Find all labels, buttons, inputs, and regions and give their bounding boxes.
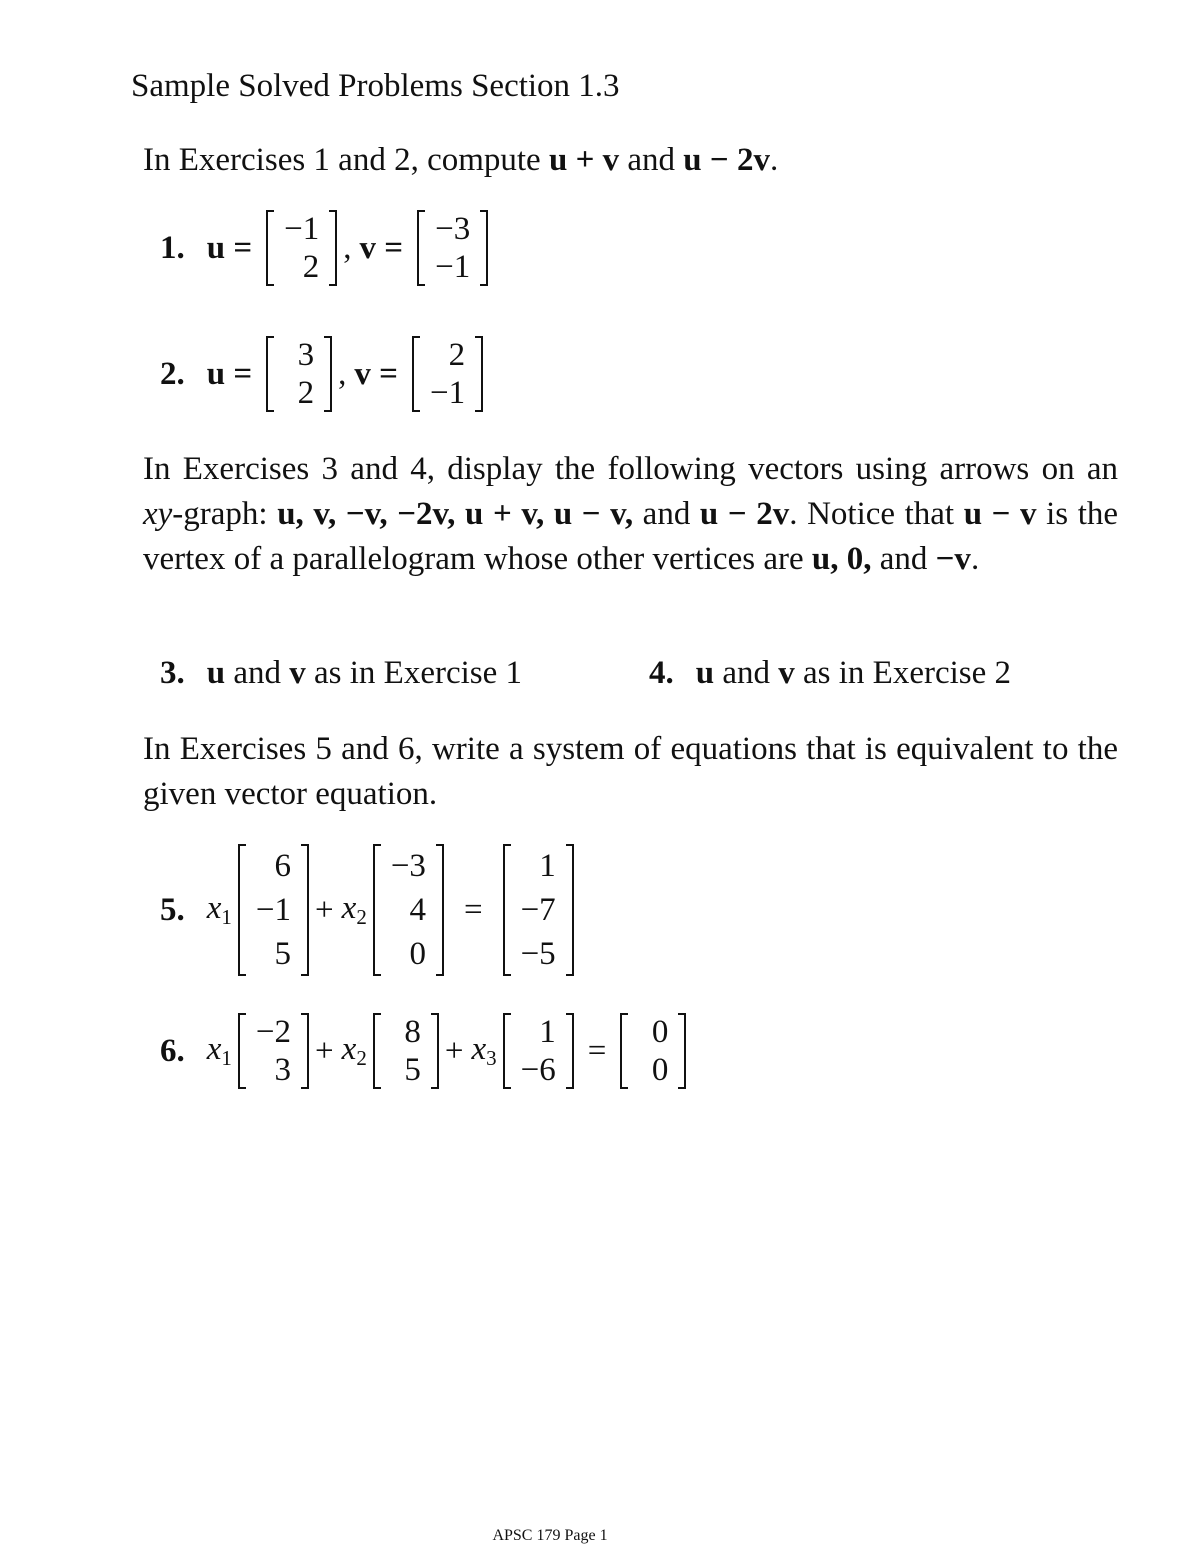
- exercise-text: as in Exercise 2: [794, 655, 1012, 691]
- matrix-cell: 0: [651, 1052, 669, 1088]
- matrix-cell: 1: [539, 1014, 556, 1050]
- matrix-cell: 3: [274, 1052, 292, 1088]
- matrix-cell: 2: [302, 249, 320, 285]
- xy-label: xy: [143, 496, 173, 532]
- matrix-cell: −1: [284, 211, 320, 247]
- page-title: Sample Solved Problems Section 1.3: [131, 68, 620, 104]
- matrix-cell: 2: [297, 375, 315, 411]
- coefficient-matrix-3: [501, 1013, 576, 1089]
- instruction-text: -graph:: [172, 496, 278, 532]
- matrix-cell: 3: [297, 337, 315, 373]
- expression-u-minus-2v: u − 2v: [683, 142, 770, 178]
- variable-x1: $x_1$: [206, 1031, 232, 1070]
- exercise-4: [649, 655, 1011, 692]
- plus-sign: +: [315, 891, 334, 928]
- variable-x3: $x_3$: [471, 1031, 497, 1070]
- exercise-text: and: [714, 655, 779, 691]
- vector-v-label: v =: [354, 355, 398, 392]
- equals-sign: =: [587, 1032, 607, 1069]
- matrix-cell: 0: [651, 1014, 669, 1050]
- instruction-text: In Exercises 1 and 2, compute: [143, 142, 549, 178]
- instruction-text: is the vertex of a parallelogram whose other vertices are: [143, 496, 1119, 577]
- exercise-number: 2.: [160, 355, 185, 392]
- exercise-number: 1.: [160, 229, 185, 266]
- vector-list: u, v, −v, −2v, u + v, u − v,: [277, 496, 634, 532]
- vector-u-label: u =: [206, 355, 253, 392]
- expression-u-minus-2v: u − 2v: [699, 496, 790, 532]
- coefficient-matrix-2: [371, 1013, 441, 1089]
- exercise-number: 3.: [160, 655, 185, 691]
- matrix-cell: −3: [390, 848, 426, 884]
- exercise-5: [160, 844, 580, 976]
- vector-u-label: u: [206, 655, 226, 691]
- variable-x1: $x_1$: [206, 890, 232, 929]
- instruction-text: .: [769, 142, 779, 178]
- instruction-text: In Exercises 3 and 4, display the following vectors using arrows on an: [143, 451, 1118, 487]
- matrix-cell: −5: [520, 936, 556, 972]
- vector-u-label: u =: [206, 229, 253, 266]
- matrix-cell: −7: [520, 892, 556, 928]
- matrix-cell: 0: [409, 936, 426, 972]
- matrix-cell: −2: [255, 1014, 292, 1050]
- matrix-cell: 8: [404, 1014, 421, 1050]
- result-matrix: [618, 1013, 688, 1089]
- exercise-text: and: [225, 655, 290, 691]
- matrix-cell: −1: [429, 375, 466, 411]
- page-footer: APSC 179 Page 1: [492, 1527, 608, 1544]
- matrix-cell: 4: [409, 892, 426, 928]
- instruction-text: and: [633, 496, 700, 532]
- coefficient-matrix-1: [236, 844, 311, 976]
- matrix-cell: −1: [255, 892, 292, 928]
- instructions-exercises-3-4: [143, 447, 1118, 582]
- exercise-number: 6.: [160, 1032, 185, 1069]
- matrix-cell: −6: [520, 1052, 556, 1088]
- separator: ,: [338, 355, 347, 392]
- vector-v-label: v =: [359, 229, 404, 266]
- coefficient-matrix-1: [236, 1013, 311, 1089]
- vector-u-matrix: [264, 336, 334, 412]
- instruction-text: and: [871, 541, 936, 577]
- vector-v-label: v: [778, 655, 795, 691]
- vector-v-matrix: [415, 210, 490, 286]
- expression-neg-v: −v: [935, 541, 971, 577]
- matrix-cell: 2: [448, 337, 466, 373]
- vector-u-matrix: [264, 210, 339, 286]
- matrix-cell: −1: [435, 249, 471, 285]
- exercise-6: [160, 1013, 692, 1089]
- matrix-cell: −3: [435, 211, 471, 247]
- plus-sign: +: [444, 1032, 464, 1069]
- vertex-list: u, 0,: [811, 541, 872, 577]
- matrix-cell: 5: [274, 936, 292, 972]
- vector-v-label: v: [289, 655, 306, 691]
- instruction-text: and: [619, 142, 684, 178]
- instruction-text: .: [970, 541, 980, 577]
- vector-u-label: u: [695, 655, 715, 691]
- exercise-number: 4.: [649, 655, 674, 691]
- vector-v-matrix: [410, 336, 485, 412]
- separator: ,: [343, 229, 352, 266]
- exercise-3: [160, 655, 522, 692]
- instruction-text: . Notice that: [789, 496, 964, 532]
- expression-u-plus-v: u + v: [548, 142, 620, 178]
- instructions-exercises-5-6: In Exercises 5 and 6, write a system of equations that is equivalent to the given vector equation.: [143, 731, 1118, 812]
- exercise-2: [160, 336, 489, 412]
- variable-x2: $x_2$: [341, 1031, 367, 1070]
- exercise-1: [160, 210, 494, 286]
- matrix-cell: 1: [539, 848, 556, 884]
- equals-sign: =: [463, 891, 483, 928]
- matrix-cell: 6: [274, 848, 292, 884]
- coefficient-matrix-2: [371, 844, 446, 976]
- instructions-exercises-1-2: [143, 138, 1118, 183]
- plus-sign: +: [315, 1032, 334, 1069]
- matrix-cell: 5: [404, 1052, 421, 1088]
- exercise-text: as in Exercise 1: [305, 655, 523, 691]
- expression-u-minus-v: u − v: [963, 496, 1037, 532]
- variable-x2: $x_2$: [341, 890, 367, 929]
- result-matrix: [501, 844, 576, 976]
- exercise-number: 5.: [160, 891, 185, 928]
